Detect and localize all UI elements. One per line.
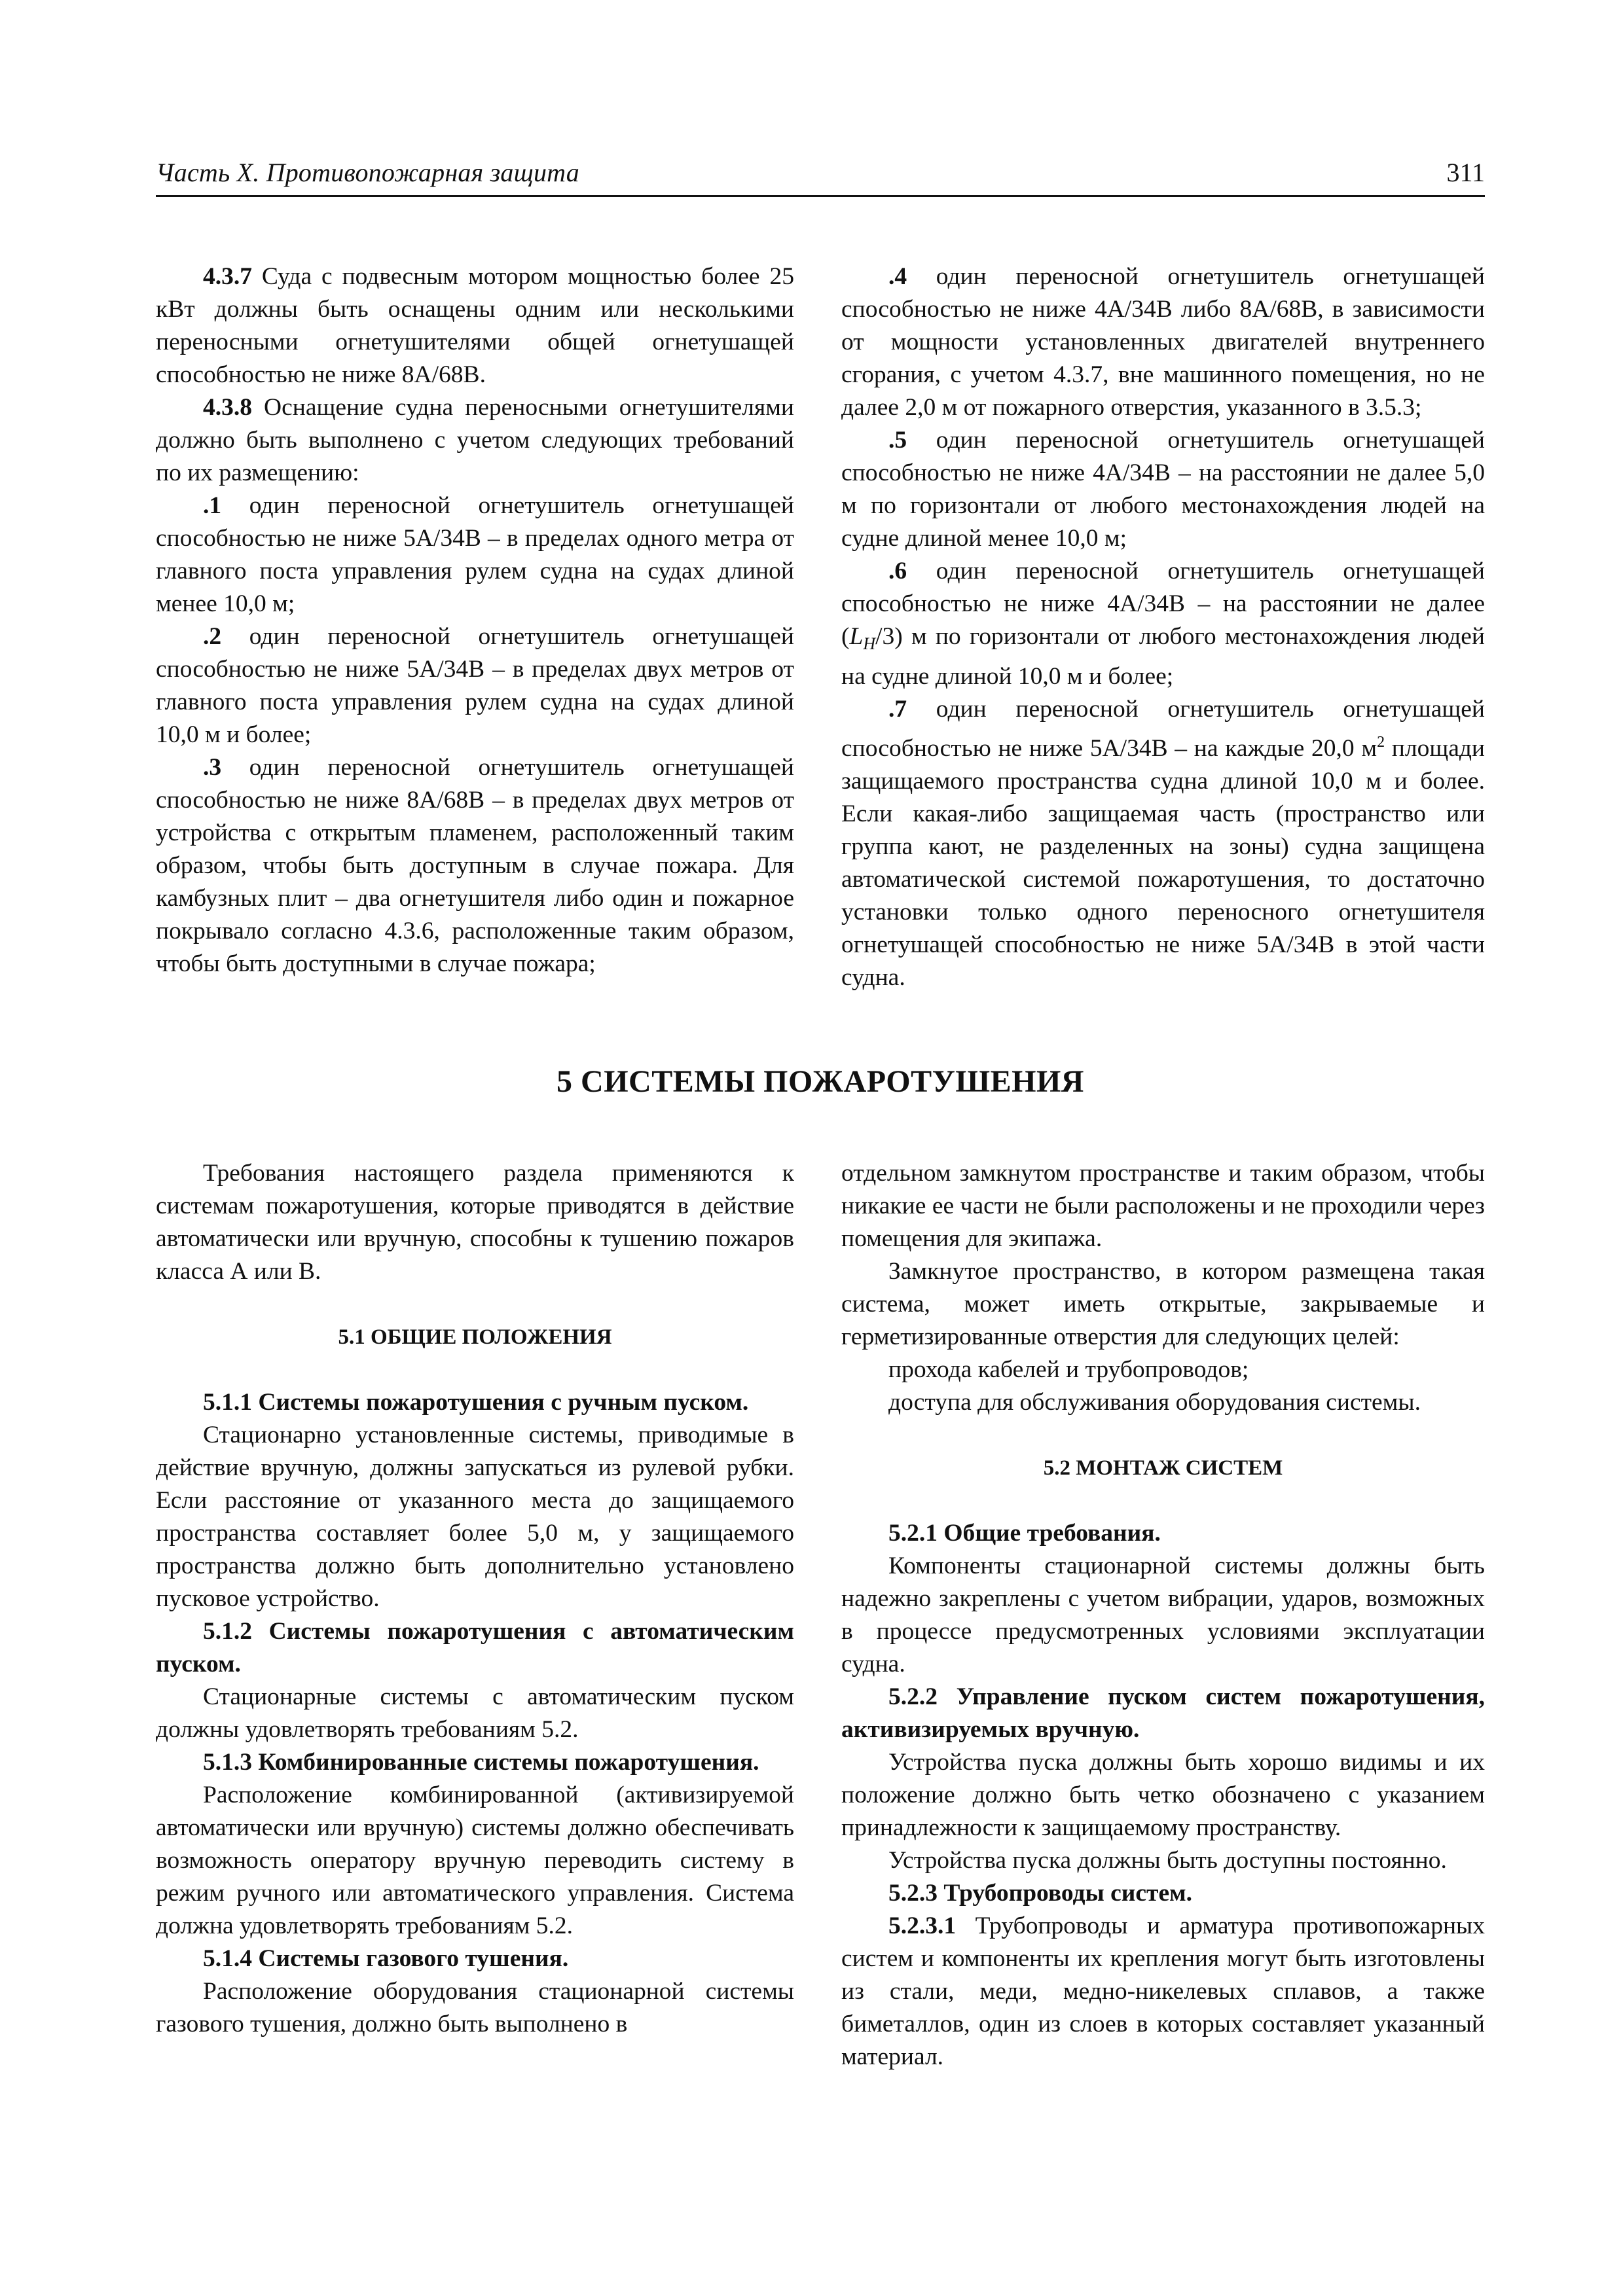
bottom-left-column (156, 1157, 794, 2041)
paragraph-5-1-3: Расположение комбинированной (активизируемой автоматически или вручную) системы должно обеспечивать возможность оператору вручную переводить систему в режим ручного или автоматического управления. Система должна удовлетворять требованиям 5.2. (156, 1782, 794, 1939)
paragraph-closed-space: Замкнутое пространство, в котором размещена такая система, может иметь открытые, закрываемые и герметизированные отверстия для следующих целей: (841, 1258, 1485, 1350)
paragraph-4-3-7: 4.3.7 Суда с подвесным мотором мощностью более 25 кВт должны быть оснащены одним или несколькими переносными огнетушителями общей огнетушащей способностью не ниже 8А/68В. (156, 263, 794, 388)
heading-5-2-1: 5.2.1 Общие требования. (888, 1520, 1161, 1547)
paragraph-4-3-8: 4.3.8 Оснащение судна переносными огнетушителями должно быть выполнено с учетом следующих требований по их размещению: (156, 394, 794, 486)
list-item-2: .2 один переносной огнетушитель огнетушащей способностью не ниже 5А/34В – в пределах двух метров от главного поста управления рулем судна на судах длиной 10,0 м и более; (156, 623, 794, 748)
page-header (156, 154, 1485, 197)
list-item-cables: прохода кабелей и трубопроводов; (888, 1356, 1249, 1383)
paragraph-5-1-4: Расположение оборудования стационарной системы газового тушения, должно быть выполнено в (156, 1978, 794, 2037)
subsection-title-5-2: 5.2 МОНТАЖ СИСТЕМ (1043, 1456, 1283, 1480)
list-item-maintenance: доступа для обслуживания оборудования системы. (888, 1389, 1421, 1416)
bottom-right-column (841, 1157, 1485, 2073)
paragraph-5-2-2a: Устройства пуска должны быть хорошо видимы и их положение должно быть четко обозначено с указанием принадлежности к защищаемому пространству. (841, 1749, 1485, 1841)
paragraph-continued: отдельном замкнутом пространстве и таким образом, чтобы никакие ее части не были расположены и не проходили через помещения для экипажа. (841, 1160, 1485, 1252)
paragraph-5-2-3-1: 5.2.3.1 Трубопроводы и арматура противопожарных систем и компоненты их крепления могут быть изготовлены из стали, меди, медно-никелевых сплавов, а также биметаллов, один из слоев в которых составляет указанный материал. (841, 1912, 1485, 2070)
paragraph-5-1-2: Стационарные системы с автоматическим пуском должны удовлетворять требованиям 5.2. (156, 1683, 794, 1743)
paragraph-5-1-1: Стационарно установленные системы, приводимые в действие вручную, должны запускаться из рулевой рубки. Если расстояние от указанного места до защищаемого пространства составляет более 5,0 м, у защищаемого пространства должно быть дополнительно установлено пусковое устройство. (156, 1422, 794, 1612)
page-number: 311 (1446, 158, 1485, 187)
list-item-4: .4 один переносной огнетушитель огнетушащей способностью не ниже 4А/34В либо 8А/68В, в зависимости от мощности установленных двигателей внутреннего сгорания, с учетом 4.3.7, вне машинного помещения, но не далее 2,0 м от пожарного отверстия, указанного в 3.5.3; (841, 263, 1485, 421)
list-item-1: .1 один переносной огнетушитель огнетушащей способностью не ниже 5А/34В – в пределах одного метра от главного поста управления рулем судна на судах длиной менее 10,0 м; (156, 492, 794, 617)
top-right-column (841, 260, 1485, 994)
subsection-title-5-1: 5.1 ОБЩИЕ ПОЛОЖЕНИЯ (338, 1325, 612, 1349)
heading-5-1-4: 5.1.4 Системы газового тушения. (203, 1945, 569, 1972)
list-item-7: .7 один переносной огнетушитель огнетушащей способностью не ниже 5А/34В – на каждые 20,0 $м^2$ площади защищаемого пространства судна длиной 10,0 м и более. Если какая-либо защищаемая часть (пространство или группа кают, не разделенных на зоны) судна защищена автоматической системой пожаротушения, то достаточно установки только одного переносного огнетушителя огнетушащей способностью не ниже 5А/34В в этой части судна. (841, 696, 1486, 991)
running-title: Часть X. Противопожарная защита (156, 158, 579, 187)
heading-5-2-2: 5.2.2 Управление пуском систем пожаротушения, активизируемых вручную. (841, 1683, 1485, 1743)
list-item-6: .6 один переносной огнетушитель огнетушащей способностью не ниже 4А/34В – на расстоянии не далее $(L_H/3)$ м по горизонтали от любого местонахождения людей на судне длиной 10,0 м и более; (841, 558, 1485, 690)
list-item-3: .3 один переносной огнетушитель огнетушащей способностью не ниже 8А/68В – в пределах двух метров от устройства с открытым пламенем, расположенный таким образом, чтобы быть доступным в случае пожара. Для камбузных плит – два огнетушителя либо один и пожарное покрывало согласно 4.3.6, расположенные таким образом, чтобы быть доступными в случае пожара; (156, 754, 794, 977)
section-title: 5 СИСТЕМЫ ПОЖАРОТУШЕНИЯ (556, 1064, 1084, 1099)
section-intro: Требования настоящего раздела применяются к системам пожаротушения, которые приводятся в действие автоматически или вручную, способны к тушению пожаров класса А или В. (156, 1160, 794, 1285)
top-left-column (156, 260, 794, 980)
paragraph-5-2-2b: Устройства пуска должны быть доступны постоянно. (888, 1847, 1447, 1874)
list-item-5: .5 один переносной огнетушитель огнетушащей способностью не ниже 4А/34В – на расстоянии не далее 5,0 м по горизонтали от любого местонахождения людей на судне длиной менее 10,0 м; (841, 427, 1485, 552)
heading-5-1-3: 5.1.3 Комбинированные системы пожаротушения. (203, 1749, 759, 1776)
heading-5-1-2: 5.1.2 Системы пожаротушения с автоматическим пуском. (156, 1618, 794, 1677)
heading-5-2-3: 5.2.3 Трубопроводы систем. (888, 1880, 1193, 1907)
paragraph-5-2-1: Компоненты стационарной системы должны быть надежно закреплены с учетом вибрации, ударов, возможных в процессе предусмотренных условиями эксплуатации судна. (841, 1552, 1485, 1677)
heading-5-1-1: 5.1.1 Системы пожаротушения с ручным пуском. (203, 1389, 749, 1416)
